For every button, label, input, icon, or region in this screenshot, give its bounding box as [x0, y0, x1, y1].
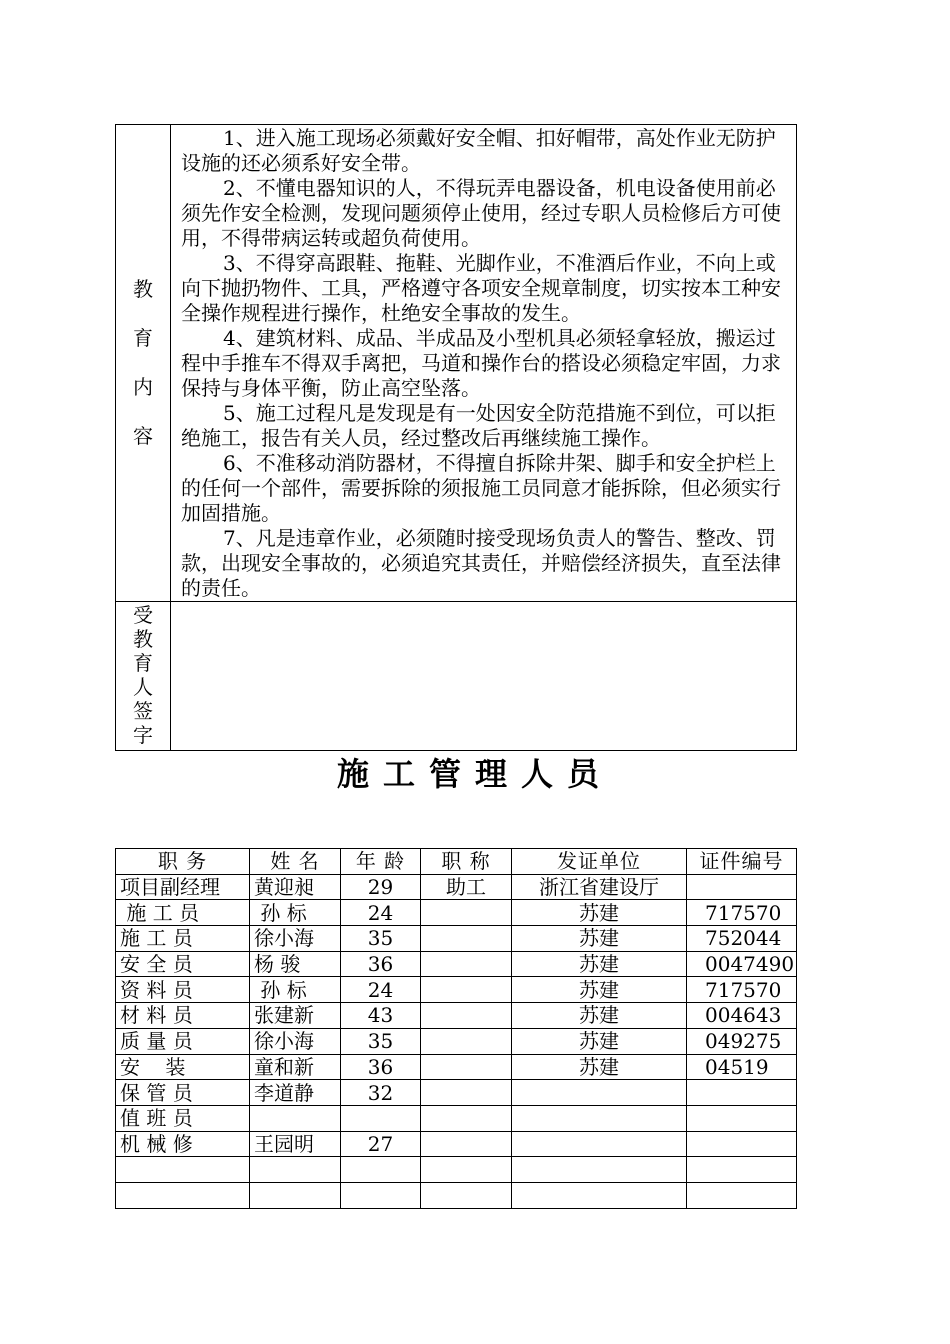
cell-cert-no: 004643 — [687, 1003, 797, 1029]
cell-title: 资 料 员 — [116, 977, 250, 1003]
cell-age: 36 — [341, 951, 421, 977]
cell-cert-no — [687, 1182, 797, 1208]
cell-age: 24 — [341, 977, 421, 1003]
table-row — [116, 1054, 797, 1080]
cell-cert-no: 752044 — [687, 926, 797, 952]
cell-issuer: 苏建 — [512, 977, 687, 1003]
rule-item-2: 2、不懂电器知识的人，不得玩弄电器设备，机电设备使用前必须先作安全检测，发现问题须停止使用，经过专职人员检修后方可使用，不得带病运转或超负荷使用。 — [181, 176, 781, 250]
table-row — [116, 951, 797, 977]
cell-rank — [421, 1131, 512, 1157]
cell-age: 27 — [341, 1131, 421, 1157]
cell-title — [116, 1157, 250, 1183]
cell-age: 29 — [341, 874, 421, 900]
cell-rank — [421, 1054, 512, 1080]
cell-age: 35 — [341, 926, 421, 952]
cell-issuer: 苏建 — [512, 1003, 687, 1029]
header-name: 姓 名 — [250, 849, 341, 875]
cell-issuer — [512, 1157, 687, 1183]
cell-rank — [421, 1080, 512, 1106]
cell-title: 项目副经理 — [116, 874, 250, 900]
cell-issuer: 苏建 — [512, 951, 687, 977]
cell-cert-no — [687, 1131, 797, 1157]
cell-rank — [421, 1028, 512, 1054]
cell-age: 24 — [341, 900, 421, 926]
table-row — [116, 1080, 797, 1106]
cell-cert-no — [687, 1080, 797, 1106]
header-rank: 职 称 — [421, 849, 512, 875]
label-char: 受 — [133, 603, 153, 627]
education-content-row — [116, 125, 797, 602]
label-char: 签 — [133, 699, 153, 723]
label-char: 内 — [133, 375, 153, 399]
signature-field[interactable] — [171, 602, 797, 751]
cell-cert-no: 717570 — [687, 900, 797, 926]
cell-rank — [421, 1105, 512, 1131]
cell-rank — [421, 951, 512, 977]
label-char: 容 — [133, 424, 153, 448]
cell-cert-no: 049275 — [687, 1028, 797, 1054]
table-row — [116, 874, 797, 900]
cell-cert-no — [687, 874, 797, 900]
cell-age — [341, 1182, 421, 1208]
cell-name: 王园明 — [250, 1131, 341, 1157]
cell-cert-no — [687, 1157, 797, 1183]
staff-table — [115, 848, 797, 1209]
table-row — [116, 1028, 797, 1054]
cell-age: 43 — [341, 1003, 421, 1029]
cell-title: 材 料 员 — [116, 1003, 250, 1029]
rule-item-7: 7、凡是违章作业，必须随时接受现场负责人的警告、整改、罚款，出现安全事故的，必须追究其责任，并赔偿经济损失，直至法律的责任。 — [181, 526, 781, 600]
cell-cert-no — [687, 1105, 797, 1131]
cell-age — [341, 1157, 421, 1183]
table-row — [116, 926, 797, 952]
rule-item-1: 1、进入施工现场必须戴好安全帽、扣好帽带，高处作业无防护设施的还必须系好安全带。 — [181, 126, 776, 175]
rule-item-5: 5、施工过程凡是发现是有一处因安全防范措施不到位，可以拒绝施工，报告有关人员，经过整改后再继续施工操作。 — [181, 401, 776, 450]
cell-cert-no: 717570 — [687, 977, 797, 1003]
cell-title: 施 工 员 — [116, 926, 250, 952]
signature-label — [116, 602, 171, 751]
staff-header-row — [116, 849, 797, 875]
table-row — [116, 900, 797, 926]
cell-age: 35 — [341, 1028, 421, 1054]
education-content-label — [116, 125, 171, 602]
cell-name: 张建新 — [250, 1003, 341, 1029]
cell-issuer — [512, 1182, 687, 1208]
cell-issuer: 苏建 — [512, 1054, 687, 1080]
table-row — [116, 1182, 797, 1208]
cell-rank — [421, 1003, 512, 1029]
table-row — [116, 977, 797, 1003]
signature-row — [116, 602, 797, 751]
cell-rank — [421, 926, 512, 952]
cell-rank — [421, 900, 512, 926]
cell-issuer — [512, 1080, 687, 1106]
rule-item-3: 3、不得穿高跟鞋、拖鞋、光脚作业，不准酒后作业，不向上或向下抛扔物件、工具，严格遵守各项安全规章制度，切实按本工种安全操作规程进行操作，杜绝安全事故的发生。 — [181, 251, 781, 325]
header-issuer: 发证单位 — [512, 849, 687, 875]
cell-name: 李道静 — [250, 1080, 341, 1106]
cell-name: 黄迎昶 — [250, 874, 341, 900]
cell-name — [250, 1105, 341, 1131]
cell-title: 保 管 员 — [116, 1080, 250, 1106]
label-char: 人 — [133, 675, 153, 699]
cell-cert-no: 04519 — [687, 1054, 797, 1080]
cell-name: 孙 标 — [250, 900, 341, 926]
table-row — [116, 1003, 797, 1029]
table-row — [116, 1105, 797, 1131]
cell-rank — [421, 977, 512, 1003]
cell-age: 32 — [341, 1080, 421, 1106]
rule-item-4: 4、建筑材料、成品、半成品及小型机具必须轻拿轻放，搬运过程中手推车不得双手离把，马道和操作台的搭设必须稳定牢固，力求保持与身体平衡，防止高空坠落。 — [181, 326, 781, 400]
label-char: 教 — [133, 627, 153, 651]
section-title: 施工管理人员 — [336, 755, 613, 793]
cell-name — [250, 1157, 341, 1183]
cell-title — [116, 1182, 250, 1208]
cell-rank — [421, 1182, 512, 1208]
cell-rank — [421, 1157, 512, 1183]
cell-title: 施 工 员 — [116, 900, 250, 926]
cell-issuer: 浙江省建设厅 — [512, 874, 687, 900]
cell-name: 童和新 — [250, 1054, 341, 1080]
cell-title: 质 量 员 — [116, 1028, 250, 1054]
cell-title: 安 装 — [116, 1054, 250, 1080]
header-cert-no: 证件编号 — [687, 849, 797, 875]
label-char: 教 — [133, 277, 153, 301]
cell-name: 徐小海 — [250, 926, 341, 952]
label-char: 育 — [133, 651, 153, 675]
cell-age: 36 — [341, 1054, 421, 1080]
header-title: 职 务 — [116, 849, 250, 875]
rule-item-6: 6、不准移动消防器材，不得擅自拆除井架、脚手和安全护栏上的任何一个部件，需要拆除的须报施工员同意才能拆除，但必须实行加固措施。 — [181, 451, 781, 525]
cell-issuer: 苏建 — [512, 900, 687, 926]
cell-issuer — [512, 1105, 687, 1131]
education-table — [115, 124, 797, 751]
label-char: 育 — [133, 326, 153, 350]
table-row — [116, 1131, 797, 1157]
cell-cert-no: 0047490 — [687, 951, 797, 977]
cell-age — [341, 1105, 421, 1131]
label-char: 字 — [133, 723, 153, 747]
cell-issuer: 苏建 — [512, 926, 687, 952]
cell-title: 机 械 修 — [116, 1131, 250, 1157]
cell-rank: 助工 — [421, 874, 512, 900]
education-content — [171, 125, 797, 602]
cell-name — [250, 1182, 341, 1208]
cell-issuer — [512, 1131, 687, 1157]
cell-name: 孙 标 — [250, 977, 341, 1003]
cell-name: 杨 骏 — [250, 951, 341, 977]
cell-title: 值 班 员 — [116, 1105, 250, 1131]
cell-issuer: 苏建 — [512, 1028, 687, 1054]
header-age: 年 龄 — [341, 849, 421, 875]
table-row — [116, 1157, 797, 1183]
cell-title: 安 全 员 — [116, 951, 250, 977]
cell-name: 徐小海 — [250, 1028, 341, 1054]
